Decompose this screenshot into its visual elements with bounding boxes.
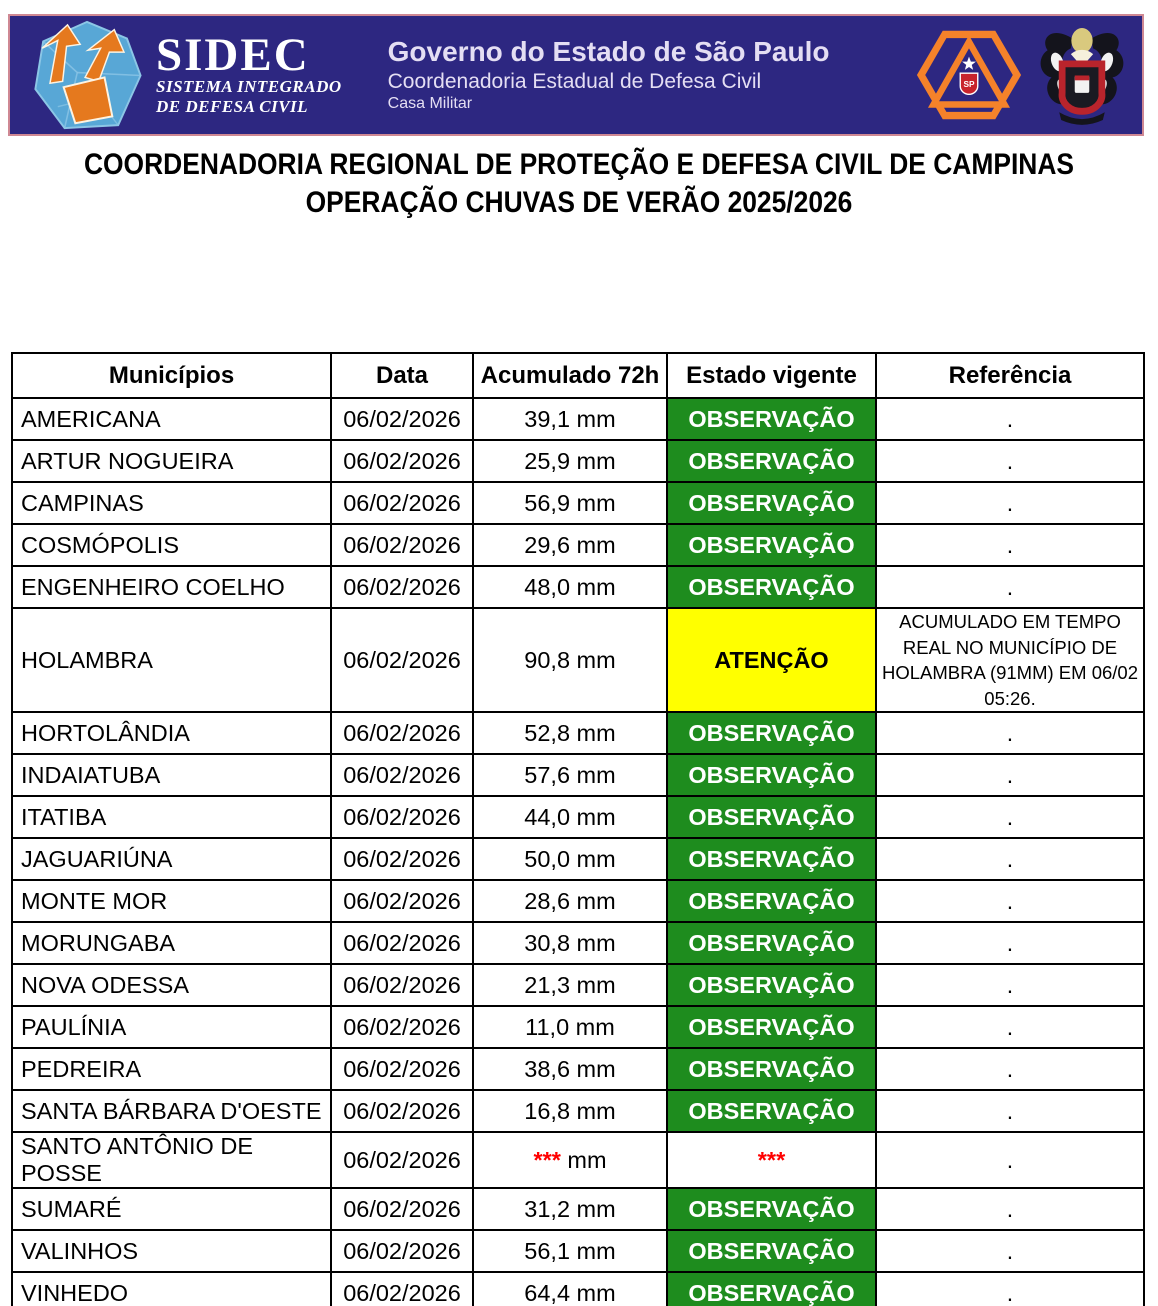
cell-data: 06/02/2026 (331, 1006, 473, 1048)
cell-estado-badge: OBSERVAÇÃO (667, 838, 876, 880)
casa-militar-crest-icon (1036, 19, 1128, 131)
acumulado-value: 56,1 (524, 1237, 571, 1264)
table-row (12, 964, 1144, 1006)
table-row (12, 796, 1144, 838)
cell-referencia: . (876, 566, 1144, 608)
cell-municipio: SANTA BÁRBARA D'OESTE (12, 1090, 331, 1132)
cell-data: 06/02/2026 (331, 1272, 473, 1306)
table-row (12, 922, 1144, 964)
acumulado-value: 90,8 (524, 646, 571, 673)
cell-estado-badge: OBSERVAÇÃO (667, 1230, 876, 1272)
cell-referencia: . (876, 1272, 1144, 1306)
table-row (12, 1048, 1144, 1090)
cell-estado-badge: OBSERVAÇÃO (667, 1048, 876, 1090)
cell-data: 06/02/2026 (331, 1090, 473, 1132)
table-row (12, 1188, 1144, 1230)
cell-referencia: . (876, 880, 1144, 922)
table-row (12, 838, 1144, 880)
acumulado-value: 38,6 (524, 1055, 571, 1082)
banner-logos (916, 19, 1128, 131)
cell-acumulado: 90,8 mm (473, 608, 667, 712)
cell-municipio: ARTUR NOGUEIRA (12, 440, 331, 482)
cell-data: 06/02/2026 (331, 482, 473, 524)
acumulado-value: 29,6 (524, 531, 571, 558)
cell-data: 06/02/2026 (331, 566, 473, 608)
cell-referencia: . (876, 1132, 1144, 1188)
cell-data: 06/02/2026 (331, 964, 473, 1006)
cell-acumulado: 21,3 mm (473, 964, 667, 1006)
cell-estado-badge: OBSERVAÇÃO (667, 398, 876, 440)
cell-data: 06/02/2026 (331, 440, 473, 482)
cell-estado-badge: OBSERVAÇÃO (667, 1090, 876, 1132)
cell-municipio: VALINHOS (12, 1230, 331, 1272)
cell-acumulado: 30,8 mm (473, 922, 667, 964)
table-header-row (12, 353, 1144, 398)
cell-data: 06/02/2026 (331, 712, 473, 754)
cell-data: 06/02/2026 (331, 608, 473, 712)
acumulado-value: 48,0 (524, 573, 571, 600)
cell-municipio: HOLAMBRA (12, 608, 331, 712)
cell-estado-badge: OBSERVAÇÃO (667, 1188, 876, 1230)
table-row (12, 608, 1144, 712)
table-row (12, 482, 1144, 524)
cell-municipio: INDAIATUBA (12, 754, 331, 796)
cell-municipio: PAULÍNIA (12, 1006, 331, 1048)
cell-estado-badge: OBSERVAÇÃO (667, 566, 876, 608)
cell-referencia: . (876, 482, 1144, 524)
cell-municipio: ITATIBA (12, 796, 331, 838)
cell-estado-badge: OBSERVAÇÃO (667, 712, 876, 754)
cell-estado-badge: ATENÇÃO (667, 608, 876, 712)
table-row (12, 440, 1144, 482)
cell-estado-badge: OBSERVAÇÃO (667, 964, 876, 1006)
defesa-civil-logo-icon (916, 26, 1022, 124)
cell-municipio: MONTE MOR (12, 880, 331, 922)
cell-estado-badge: *** (667, 1132, 876, 1188)
cell-municipio: MORUNGABA (12, 922, 331, 964)
acumulado-value: 11,0 (525, 1013, 570, 1040)
table-row (12, 1272, 1144, 1306)
cell-acumulado: 48,0 mm (473, 566, 667, 608)
acumulado-value: 39,1 (524, 405, 571, 432)
table-row (12, 398, 1144, 440)
acumulado-value: 16,8 (524, 1097, 571, 1124)
sidec-wordmark (156, 28, 342, 116)
cell-municipio: JAGUARIÚNA (12, 838, 331, 880)
cell-acumulado: 31,2 mm (473, 1188, 667, 1230)
cell-estado-badge: OBSERVAÇÃO (667, 754, 876, 796)
cell-referencia: . (876, 922, 1144, 964)
cell-referencia: . (876, 1006, 1144, 1048)
acumulado-value: 28,6 (524, 887, 571, 914)
cell-municipio: HORTOLÂNDIA (12, 712, 331, 754)
acumulado-value: 57,6 (524, 761, 571, 788)
cell-municipio: ENGENHEIRO COELHO (12, 566, 331, 608)
cell-data: 06/02/2026 (331, 524, 473, 566)
cell-acumulado: 38,6 mm (473, 1048, 667, 1090)
document-title-line1: COORDENADORIA REGIONAL DE PROTEÇÃO E DEFESA CIVIL DE CAMPINAS (83, 148, 1075, 181)
cell-estado-badge: OBSERVAÇÃO (667, 524, 876, 566)
document-title (0, 146, 1158, 222)
cell-data: 06/02/2026 (331, 796, 473, 838)
acumulado-value: 30,8 (524, 929, 571, 956)
cell-estado-badge: OBSERVAÇÃO (667, 1006, 876, 1048)
cell-municipio: NOVA ODESSA (12, 964, 331, 1006)
rainfall-table (11, 352, 1145, 1306)
cell-data: 06/02/2026 (331, 1048, 473, 1090)
cell-acumulado: 56,9 mm (473, 482, 667, 524)
acumulado-value: 50,0 (524, 845, 571, 872)
cell-municipio: VINHEDO (12, 1272, 331, 1306)
cell-referencia: . (876, 1230, 1144, 1272)
cell-referencia: . (876, 1048, 1144, 1090)
cell-acumulado: 50,0 mm (473, 838, 667, 880)
cell-acumulado: 29,6 mm (473, 524, 667, 566)
cell-referencia: . (876, 838, 1144, 880)
table-row (12, 1006, 1144, 1048)
table-header (12, 353, 1144, 398)
table-row (12, 754, 1144, 796)
cell-data: 06/02/2026 (331, 1132, 473, 1188)
cell-acumulado: *** mm (473, 1132, 667, 1188)
cell-estado-badge: OBSERVAÇÃO (667, 880, 876, 922)
acumulado-value: 25,9 (524, 447, 571, 474)
cell-referencia: . (876, 796, 1144, 838)
acumulado-value: 64,4 (524, 1279, 571, 1306)
cell-data: 06/02/2026 (331, 398, 473, 440)
table-row (12, 566, 1144, 608)
document-title-line2: OPERAÇÃO CHUVAS DE VERÃO 2025/2026 (305, 186, 853, 220)
cell-municipio: CAMPINAS (12, 482, 331, 524)
table-row (12, 1090, 1144, 1132)
acumulado-value: 21,3 (524, 971, 571, 998)
cell-estado-badge: OBSERVAÇÃO (667, 796, 876, 838)
cell-acumulado: 44,0 mm (473, 796, 667, 838)
column-header-acumulado: Acumulado 72h (473, 353, 667, 398)
cell-acumulado: 52,8 mm (473, 712, 667, 754)
table-row (12, 1230, 1144, 1272)
cell-data: 06/02/2026 (331, 1188, 473, 1230)
column-header-referencia: Referência (876, 353, 1144, 398)
column-header-municipios: Municípios (12, 353, 331, 398)
cell-referencia: . (876, 1090, 1144, 1132)
government-heading (388, 36, 830, 113)
cell-municipio: PEDREIRA (12, 1048, 331, 1090)
cell-municipio: AMERICANA (12, 398, 331, 440)
table-row (12, 712, 1144, 754)
cell-acumulado: 28,6 mm (473, 880, 667, 922)
table-row (12, 1132, 1144, 1188)
cell-estado-badge: OBSERVAÇÃO (667, 482, 876, 524)
cell-data: 06/02/2026 (331, 754, 473, 796)
column-header-data: Data (331, 353, 473, 398)
cell-acumulado: 16,8 mm (473, 1090, 667, 1132)
cell-acumulado: 11,0 mm (473, 1006, 667, 1048)
cell-referencia: . (876, 1188, 1144, 1230)
column-header-estado: Estado vigente (667, 353, 876, 398)
acumulado-value: 52,8 (524, 719, 571, 746)
cell-data: 06/02/2026 (331, 1230, 473, 1272)
cell-data: 06/02/2026 (331, 838, 473, 880)
cell-referencia: . (876, 964, 1144, 1006)
table-body (12, 398, 1144, 1306)
acumulado-value: 44,0 (524, 803, 571, 830)
cell-estado-badge: OBSERVAÇÃO (667, 1272, 876, 1306)
acumulado-value: 56,9 (524, 489, 571, 516)
cell-acumulado: 64,4 mm (473, 1272, 667, 1306)
header-banner (8, 14, 1144, 136)
table-row (12, 880, 1144, 922)
cell-municipio: COSMÓPOLIS (12, 524, 331, 566)
government-line3: Casa Militar (387, 94, 473, 112)
cell-municipio: SUMARÉ (12, 1188, 331, 1230)
cell-acumulado: 25,9 mm (473, 440, 667, 482)
acumulado-value: *** (533, 1146, 561, 1173)
cell-estado-badge: OBSERVAÇÃO (667, 922, 876, 964)
cell-referencia: . (876, 712, 1144, 754)
cell-data: 06/02/2026 (331, 880, 473, 922)
cell-acumulado: 57,6 mm (473, 754, 667, 796)
sidec-title: SIDEC (156, 28, 310, 81)
cell-estado-badge: OBSERVAÇÃO (667, 440, 876, 482)
cell-acumulado: 56,1 mm (473, 1230, 667, 1272)
svg-text:SP: SP (963, 78, 975, 89)
acumulado-value: 31,2 (524, 1195, 571, 1222)
sidec-logo-icon (28, 19, 146, 131)
cell-acumulado: 39,1 mm (473, 398, 667, 440)
cell-municipio: SANTO ANTÔNIO DE POSSE (12, 1132, 331, 1188)
cell-referencia: . (876, 440, 1144, 482)
cell-referencia: . (876, 754, 1144, 796)
government-line2: Coordenadoria Estadual de Defesa Civil (387, 69, 762, 93)
sidec-subtitle-line1: SISTEMA INTEGRADO (156, 77, 342, 97)
cell-referencia: ACUMULADO EM TEMPO REAL NO MUNICÍPIO DE HOLAMBRA (91MM) EM 06/02 05:26. (876, 608, 1144, 712)
government-line1: Governo do Estado de São Paulo (387, 36, 830, 68)
sidec-subtitle-line2: DE DEFESA CIVIL (156, 96, 309, 116)
table-row (12, 524, 1144, 566)
cell-data: 06/02/2026 (331, 922, 473, 964)
cell-referencia: . (876, 398, 1144, 440)
cell-referencia: . (876, 524, 1144, 566)
